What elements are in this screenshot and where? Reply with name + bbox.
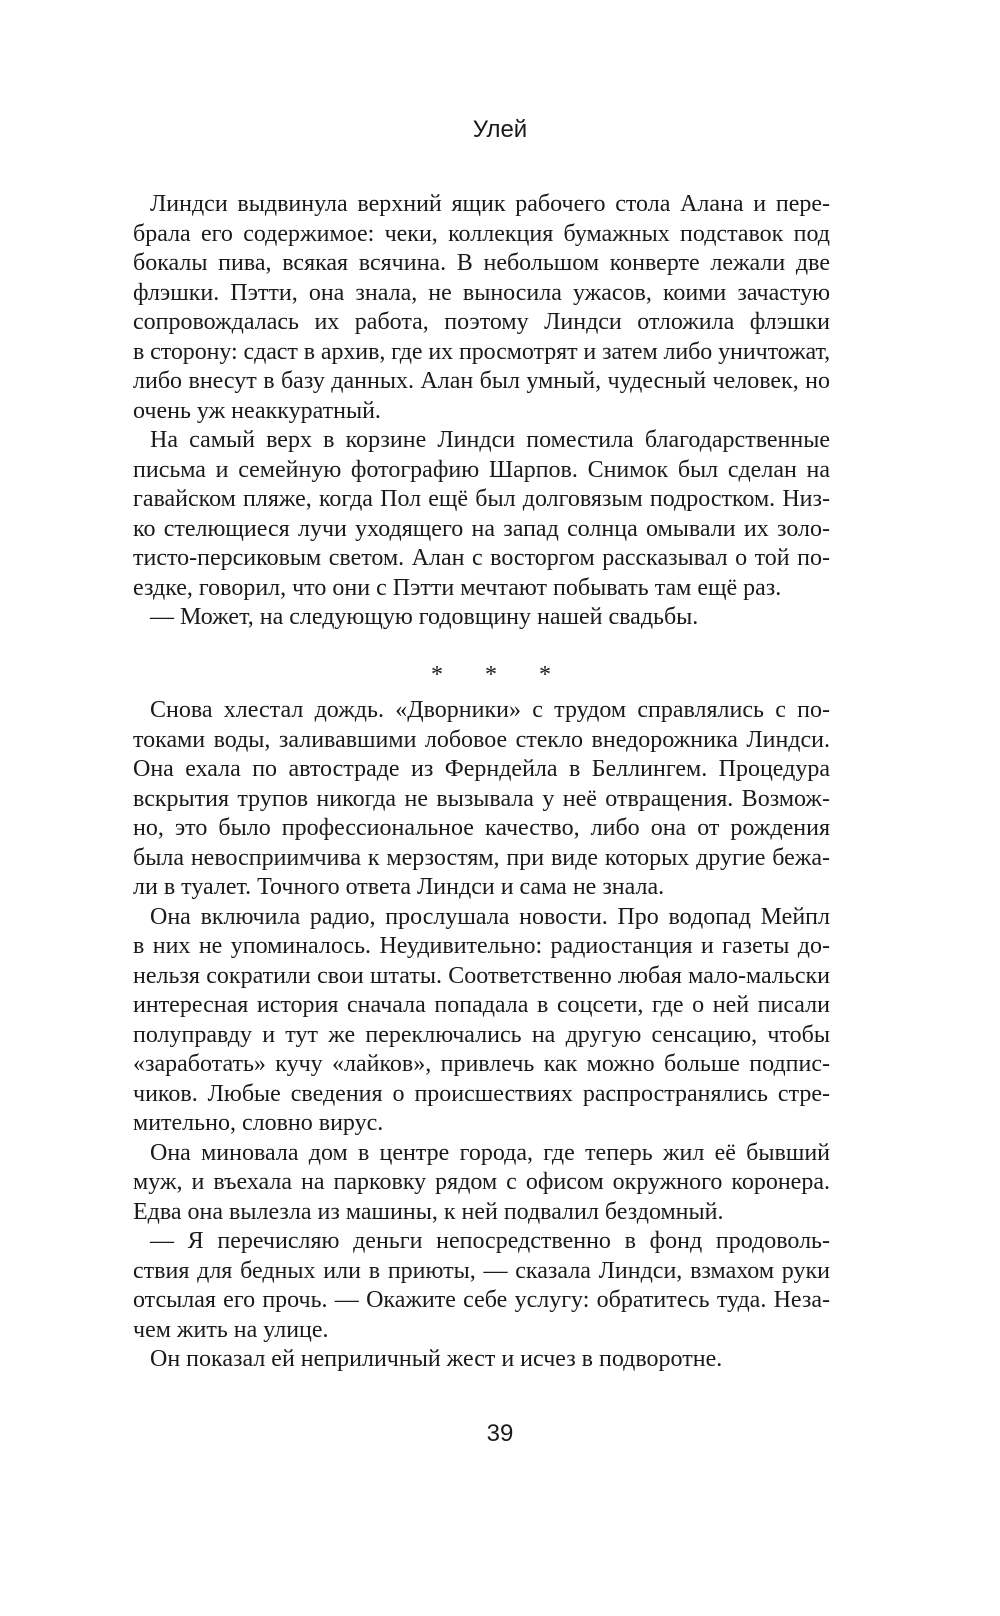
text-line: была невосприимчива к мерзостям, при виде которых другие бежа- <box>133 844 830 871</box>
paragraph <box>133 603 830 633</box>
text-line: муж, и въехала на парковку рядом с офисом окружного коронера. <box>133 1169 830 1195</box>
text-line: Едва она вылезла из машины, к ней подвалил бездомный. <box>133 1198 724 1225</box>
text-line: На самый верх в корзине Линдси поместила благодарственные <box>150 427 830 453</box>
text-line: нельзя сократили свои штаты. Соответственно любая мало-мальски <box>133 962 830 989</box>
paragraph <box>133 426 830 603</box>
paragraph <box>133 696 830 903</box>
running-header: Улей <box>472 116 528 143</box>
section-break: * * * <box>431 662 569 688</box>
text-block-after-break <box>133 696 830 1375</box>
text-line: чиков. Любые сведения о происшествиях распространялись стре- <box>133 1080 830 1107</box>
text-line: в них не упоминалось. Неудивительно: радиостанция и газеты до- <box>133 933 830 959</box>
text-line: очень уж неаккуратный. <box>133 397 381 424</box>
paragraph <box>133 1345 830 1375</box>
text-line: — Я перечисляю деньги непосредственно в фонд продоволь- <box>150 1228 830 1254</box>
text-line: брала его содержимое: чеки, коллекция бумажных подставок под <box>133 220 830 247</box>
text-line: гавайском пляже, когда Пол ещё был долговязым подростком. Низ- <box>133 486 830 512</box>
text-line: «заработать» кучу «лайков», привлечь как можно больше подпис- <box>133 1051 830 1077</box>
text-line: ко стелющиеся лучи уходящего на запад солнца омывали их золо- <box>133 515 830 542</box>
text-line: интересная история сначала попадала в соцсети, где о ней писали <box>133 992 830 1018</box>
text-line: бокалы пива, всякая всячина. В небольшом конверте лежали две <box>133 250 830 276</box>
text-line: ствия для бедных или в приюты, — сказала Линдси, взмахом руки <box>133 1257 830 1284</box>
text-line: — Может, на следующую годовщину нашей свадьбы. <box>150 604 699 630</box>
text-line: токами воды, заливавшими лобовое стекло внедорожника Линдси. <box>133 726 830 753</box>
text-line: Она включила радио, прослушала новости. Про водопад Мейпл <box>150 903 830 930</box>
text-line: чем жить на улице. <box>133 1316 329 1343</box>
text-line: мительно, словно вирус. <box>133 1110 384 1136</box>
text-line: либо внесут в базу данных. Алан был умный, чудесный человек, но <box>133 368 830 394</box>
text-line: ездке, говорил, что они с Пэтти мечтают побывать там ещё раз. <box>133 574 782 601</box>
text-line: отсылая его прочь. — Окажите себе услугу: обратитесь туда. Неза- <box>133 1287 830 1313</box>
paragraph <box>133 903 830 1139</box>
text-line: Она ехала по автостраде из Ферндейла в Беллингем. Процедура <box>133 756 830 782</box>
text-line: Снова хлестал дождь. «Дворники» с трудом справлялись с по- <box>150 697 830 723</box>
text-line: Линдси выдвинула верхний ящик рабочего стола Алана и пере- <box>150 191 830 217</box>
paragraph <box>133 1227 830 1345</box>
text-line: но, это было профессиональное качество, либо она от рождения <box>133 815 830 841</box>
paragraph <box>133 190 830 426</box>
text-line: Она миновала дом в центре города, где теперь жил её бывший <box>150 1139 830 1166</box>
text-line: Он показал ей неприличный жест и исчез в подворотне. <box>150 1346 723 1372</box>
text-block-before-break <box>133 190 830 633</box>
paragraph <box>133 1139 830 1228</box>
text-line: сопровождалась их работа, поэтому Линдси отложила флэшки <box>133 309 830 335</box>
text-line: полуправду и тут же переключались на другую сенсацию, чтобы <box>133 1021 830 1048</box>
page-number: 39 <box>486 1420 514 1447</box>
text-line: вскрытия трупов никогда не вызывала у неё отвращения. Возмож- <box>133 785 830 812</box>
text-line: письма и семейную фотографию Шарпов. Снимок был сделан на <box>133 456 830 483</box>
text-line: ли в туалет. Точного ответа Линдси и сама не знала. <box>133 874 665 900</box>
text-line: тисто-персиковым светом. Алан с восторгом рассказывал о той по- <box>133 545 830 571</box>
text-line: в сторону: сдаст в архив, где их просмотрят и затем либо уничтожат, <box>133 338 831 365</box>
text-line: флэшки. Пэтти, она знала, не выносила ужасов, коими зачастую <box>133 279 830 306</box>
